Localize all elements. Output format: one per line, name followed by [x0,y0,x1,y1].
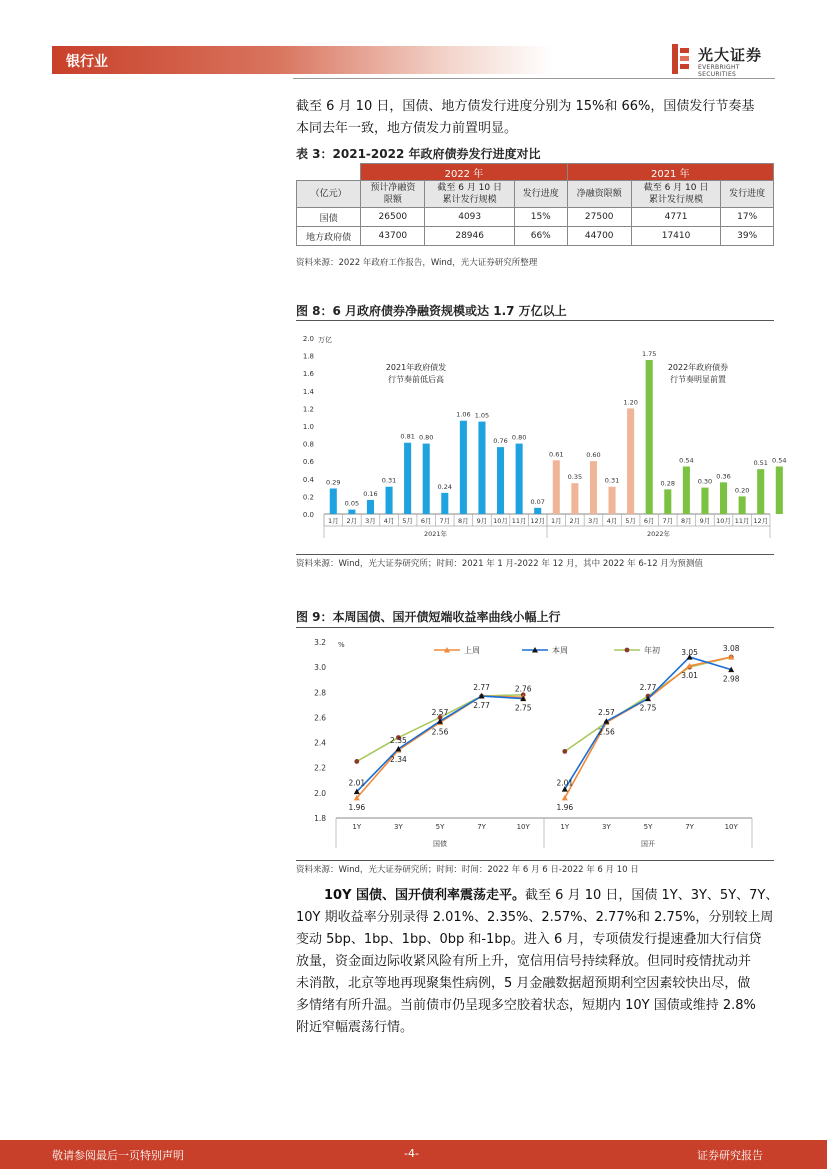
table-cell: 4093 [425,208,514,227]
y-tick-label: 0.0 [302,511,314,519]
bar-value-label: 0.07 [530,497,545,506]
y-tick-label: 2.2 [314,763,326,773]
x-tick-label: 7月 [662,517,674,525]
figure8-source: 资料来源：Wind，光大证券研究所；时间：2021 年 1 月-2022 年 12 月，其中 2022 年 6-12 月为预测值 [296,559,703,569]
annotation-2021-line1: 2021年政府债发 [385,363,447,372]
bar-value-label: 0.36 [716,472,731,481]
point-value-label: 2.57 [431,708,449,718]
column-header: 截至 6 月 10 日 累计发行规模 [425,181,514,208]
y-tick-label: 1.2 [302,405,314,414]
x-tick-label: 8月 [458,517,469,525]
bar-value-label: 0.80 [418,433,434,442]
y-tick-label: 2.0 [302,335,314,343]
x-tick-label: 4月 [606,517,618,525]
figure8-title: 图 8：6 月政府债券净融资规模或达 1.7 万亿以上 [296,304,567,318]
series-line-guokai [565,657,731,798]
bar-value-label: 0.24 [437,482,453,491]
point-value-label: 2.75 [514,703,532,713]
bar-value-label: 0.80 [511,433,527,442]
x-tick-label: 2月 [346,517,358,525]
row-label: 国债 [297,208,361,227]
table-cell: 17% [721,208,774,227]
bar [553,460,560,514]
table-row [297,227,774,246]
bar [516,444,523,514]
x-tick-label: 7Y [685,823,694,831]
figure9-title: 图 9：本周国债、国开债短端收益率曲线小幅上行 [296,610,561,624]
body-line: 变动 5bp、1bp、1bp、0bp 和-1bp。进入 6 月，专项债发行提速叠加大行信贷 [296,932,762,947]
intro-line: 本同去年一致，地方债发力前置明显。 [296,121,518,136]
bar [590,461,597,514]
y-tick-label: 3.0 [314,663,326,673]
bar [701,488,708,514]
x-tick-label: 7月 [439,517,451,525]
point-value-label: 2.77 [473,701,490,711]
bar [739,496,746,514]
bar-value-label: 0.81 [400,432,415,441]
bar-value-label: 0.54 [772,456,787,465]
page-number: -4- [404,1147,419,1160]
x-tick-label: 5Y [643,823,653,831]
x-tick-label: 4月 [383,517,395,525]
point-value-label: 2.77 [473,683,490,693]
point-value-label: 2.34 [390,755,407,765]
point-value-label: 2.35 [390,735,407,745]
series-point [562,749,567,754]
legend-label: 年初 [644,646,660,655]
unit-cell: （亿元） [297,181,361,208]
column-header: 截至 6 月 10 日 累计发行规模 [631,181,720,208]
bar-value-label: 0.16 [363,489,378,498]
x-tick-label: 6月 [420,517,432,525]
bar [460,421,467,514]
body-line: 10Y 期收益率分别录得 2.01%、2.35%、2.57%、2.77%和 2.75%，分别较上周 [296,910,774,925]
series-point [354,759,359,764]
y-tick-label: 2.8 [314,688,326,698]
table-cell: 17410 [631,227,720,246]
x-tick-label: 6月 [643,517,655,525]
point-value-label: 2.98 [722,674,740,684]
point-value-label: 2.77 [639,683,657,693]
column-header: 净融资限额 [567,181,631,208]
bar [497,447,504,514]
x-tick-label: 1Y [352,823,362,831]
bar-value-label: 0.60 [586,451,601,460]
bar-value-label: 1.20 [623,398,638,407]
x-tick-label: 10月 [716,517,731,525]
bar-value-label: 0.51 [753,459,768,468]
x-tick-label: 3Y [394,823,403,831]
y-tick-label: 1.6 [302,370,314,379]
table-cell: 4771 [631,208,720,227]
column-header: 预计净融资 限额 [361,181,425,208]
table-cell: 43700 [361,227,425,246]
bar [683,466,690,514]
x-tick-label: 8月 [681,517,692,525]
bar [627,408,634,514]
x-tick-label: 3月 [365,517,376,525]
bar-value-label: 0.29 [326,478,341,487]
y-tick-label: 2.6 [314,713,326,723]
issuance-progress-table [296,163,774,246]
bar [386,487,393,514]
figure8-bottom-rule [296,554,774,555]
header-rule [293,78,775,79]
bar [534,508,541,514]
bar-value-label: 0.05 [344,499,360,508]
bar [478,422,485,514]
y-tick-label: 2.4 [314,738,326,748]
bar-value-label: 0.28 [660,479,676,488]
bar-value-label: 1.75 [641,350,657,358]
x-tick-label: 9月 [699,517,711,525]
bar-value-label: 0.31 [604,476,620,485]
body-paragraph [296,885,778,1039]
bar [330,488,337,514]
footer-report-type: 证券研究报告 [697,1149,763,1162]
x-tick-label: 10月 [493,517,508,525]
bar-value-label: 0.76 [493,437,508,446]
x-tick-label: 10Y [516,823,530,831]
bar [404,443,411,514]
table-source: 资料来源：2022 年政府工作报告，Wind，光大证券研究所整理 [296,258,538,268]
x-tick-label: 5月 [402,517,413,525]
year-header-2022: 2022 年 [361,164,567,181]
intro-paragraph [296,96,754,140]
point-value-label: 2.75 [639,703,657,713]
y-tick-label: 1.0 [302,423,314,431]
table-cell: 26500 [361,208,425,227]
body-line: 多情绪有所升温。当前债市仍呈现多空胶着状态，短期内 10Y 国债或维持 2.8% [296,998,756,1013]
y-tick-label: 0.6 [302,458,314,467]
table-cell: 28946 [425,227,514,246]
point-value-label: 2.56 [598,727,615,737]
point-value-label: 2.57 [598,708,615,718]
logo-text-cn: 光大证券 [698,46,763,64]
x-tick-label: 5月 [625,517,636,525]
bar-value-label: 1.06 [456,410,471,419]
table-title: 表 3：2021-2022 年政府债券发行进度对比 [296,147,541,161]
section-header-band [52,46,552,74]
x-tick-label: 1月 [550,517,562,525]
y-axis-unit: 万亿 [318,336,332,344]
group-label-guozhai: 国债 [433,840,447,848]
x-tick-label: 1月 [327,517,339,525]
intro-line: 截至 6 月 10 日，国债、地方债发行进度分别为 15%和 66%，国债发行节奏基 [296,99,755,114]
x-tick-label: 11月 [511,517,527,525]
point-value-label: 3.05 [681,647,698,657]
figure9-line-chart [296,632,774,857]
y-axis-unit: % [338,641,345,649]
annotation-2021-line2: 行节奏前低后高 [388,375,444,384]
table-cell: 66% [514,227,567,246]
group-label-2021: 2021年 [423,530,448,538]
x-tick-label: 11月 [734,517,750,525]
page-footer [0,1140,827,1169]
bar-value-label: 0.54 [679,456,694,465]
table-row [297,208,774,227]
y-tick-label: 1.4 [302,387,314,396]
year-header-2021: 2021 年 [567,164,773,181]
x-tick-label: 5Y [435,823,445,831]
table-cell: 15% [514,208,567,227]
point-value-label: 2.76 [514,684,532,694]
y-tick-label: 3.2 [314,638,326,647]
legend-label: 本周 [552,646,568,655]
bar-value-label: 0.30 [697,477,713,486]
body-line: 未消散，北京等地再现聚集性病例，5 月金融数据超预期利空因素较快出尽，做 [296,976,751,991]
bar-value-label: 0.61 [549,450,564,459]
figure8-bar-chart [296,326,787,551]
bar [720,482,727,514]
bar [664,489,671,514]
figure8-top-rule [296,320,774,321]
row-label: 地方政府债 [297,227,361,246]
bar-value-label: 1.05 [474,411,490,420]
point-value-label: 3.01 [681,670,698,680]
point-value-label: 2.56 [431,727,449,737]
y-tick-label: 2.0 [314,788,326,798]
footer-disclaimer: 敬请参阅最后一页特别声明 [52,1149,184,1162]
body-line: 附近窄幅震荡行情。 [296,1020,414,1035]
column-header: 发行进度 [721,181,774,208]
bar-value-label: 0.35 [567,473,583,482]
bar-value-label: 0.20 [734,486,750,495]
x-tick-label: 9月 [476,517,488,525]
x-tick-label: 12月 [753,517,769,525]
body-line: 放量，资金面边际收紧风险有所上升，宽信用信号持续释放。但同时疫情扰动并 [296,954,752,969]
bar [348,510,355,514]
table-cell: 27500 [567,208,631,227]
x-tick-label: 3Y [602,823,611,831]
figure9-source: 资料来源：Wind，光大证券研究所；时间：时间：2022 年 6 月 6 日-2022 年 6 月 10 日 [296,865,639,875]
x-tick-label: 7Y [477,823,486,831]
y-tick-label: 0.4 [302,475,314,484]
point-value-label: 1.96 [556,802,574,812]
y-tick-label: 1.8 [302,352,314,361]
legend-label: 上周 [464,646,480,655]
annotation-2022-line2: 行节奏明显前置 [670,375,726,384]
table-cell: 39% [721,227,774,246]
x-tick-label: 2月 [569,517,581,525]
logo-mark-icon [670,44,692,74]
bar [367,500,374,514]
company-logo [670,44,780,76]
x-tick-label: 3月 [588,517,599,525]
body-line: 截至 6 月 10 日，国债 1Y、3Y、5Y、7Y、 [525,888,779,903]
section-label: 银行业 [66,54,108,70]
figure9-top-rule [296,627,774,628]
y-tick-label: 0.8 [302,440,314,449]
logo-text-en: EVERBRIGHT SECURITIES [698,64,740,78]
x-tick-label: 1Y [560,823,570,831]
bar [609,487,616,514]
group-label-guokai: 国开 [641,840,655,848]
table-cell: 44700 [567,227,631,246]
x-tick-label: 10Y [724,823,738,831]
annotation-2022-line1: 2022年政府债券 [667,363,729,372]
bar [571,483,578,514]
bar [757,469,764,514]
bar [423,444,430,514]
y-tick-label: 0.2 [302,493,314,502]
legend-marker [625,648,630,653]
bar [776,466,783,514]
group-label-2022: 2022年 [646,530,671,538]
bar [646,360,653,514]
bar [441,493,448,514]
figure9-bottom-rule [296,860,774,861]
column-header: 发行进度 [514,181,567,208]
point-value-label: 2.01 [348,778,366,788]
point-value-label: 1.96 [348,802,366,812]
series-line-guokai [565,657,731,789]
paragraph-lead: 10Y 国债、国开债利率震荡走平。 [324,888,526,903]
y-tick-label: 1.8 [314,814,326,823]
point-value-label: 3.08 [722,644,740,654]
bar-value-label: 0.31 [381,476,397,485]
x-tick-label: 12月 [530,517,546,525]
point-value-label: 2.01 [556,778,574,788]
